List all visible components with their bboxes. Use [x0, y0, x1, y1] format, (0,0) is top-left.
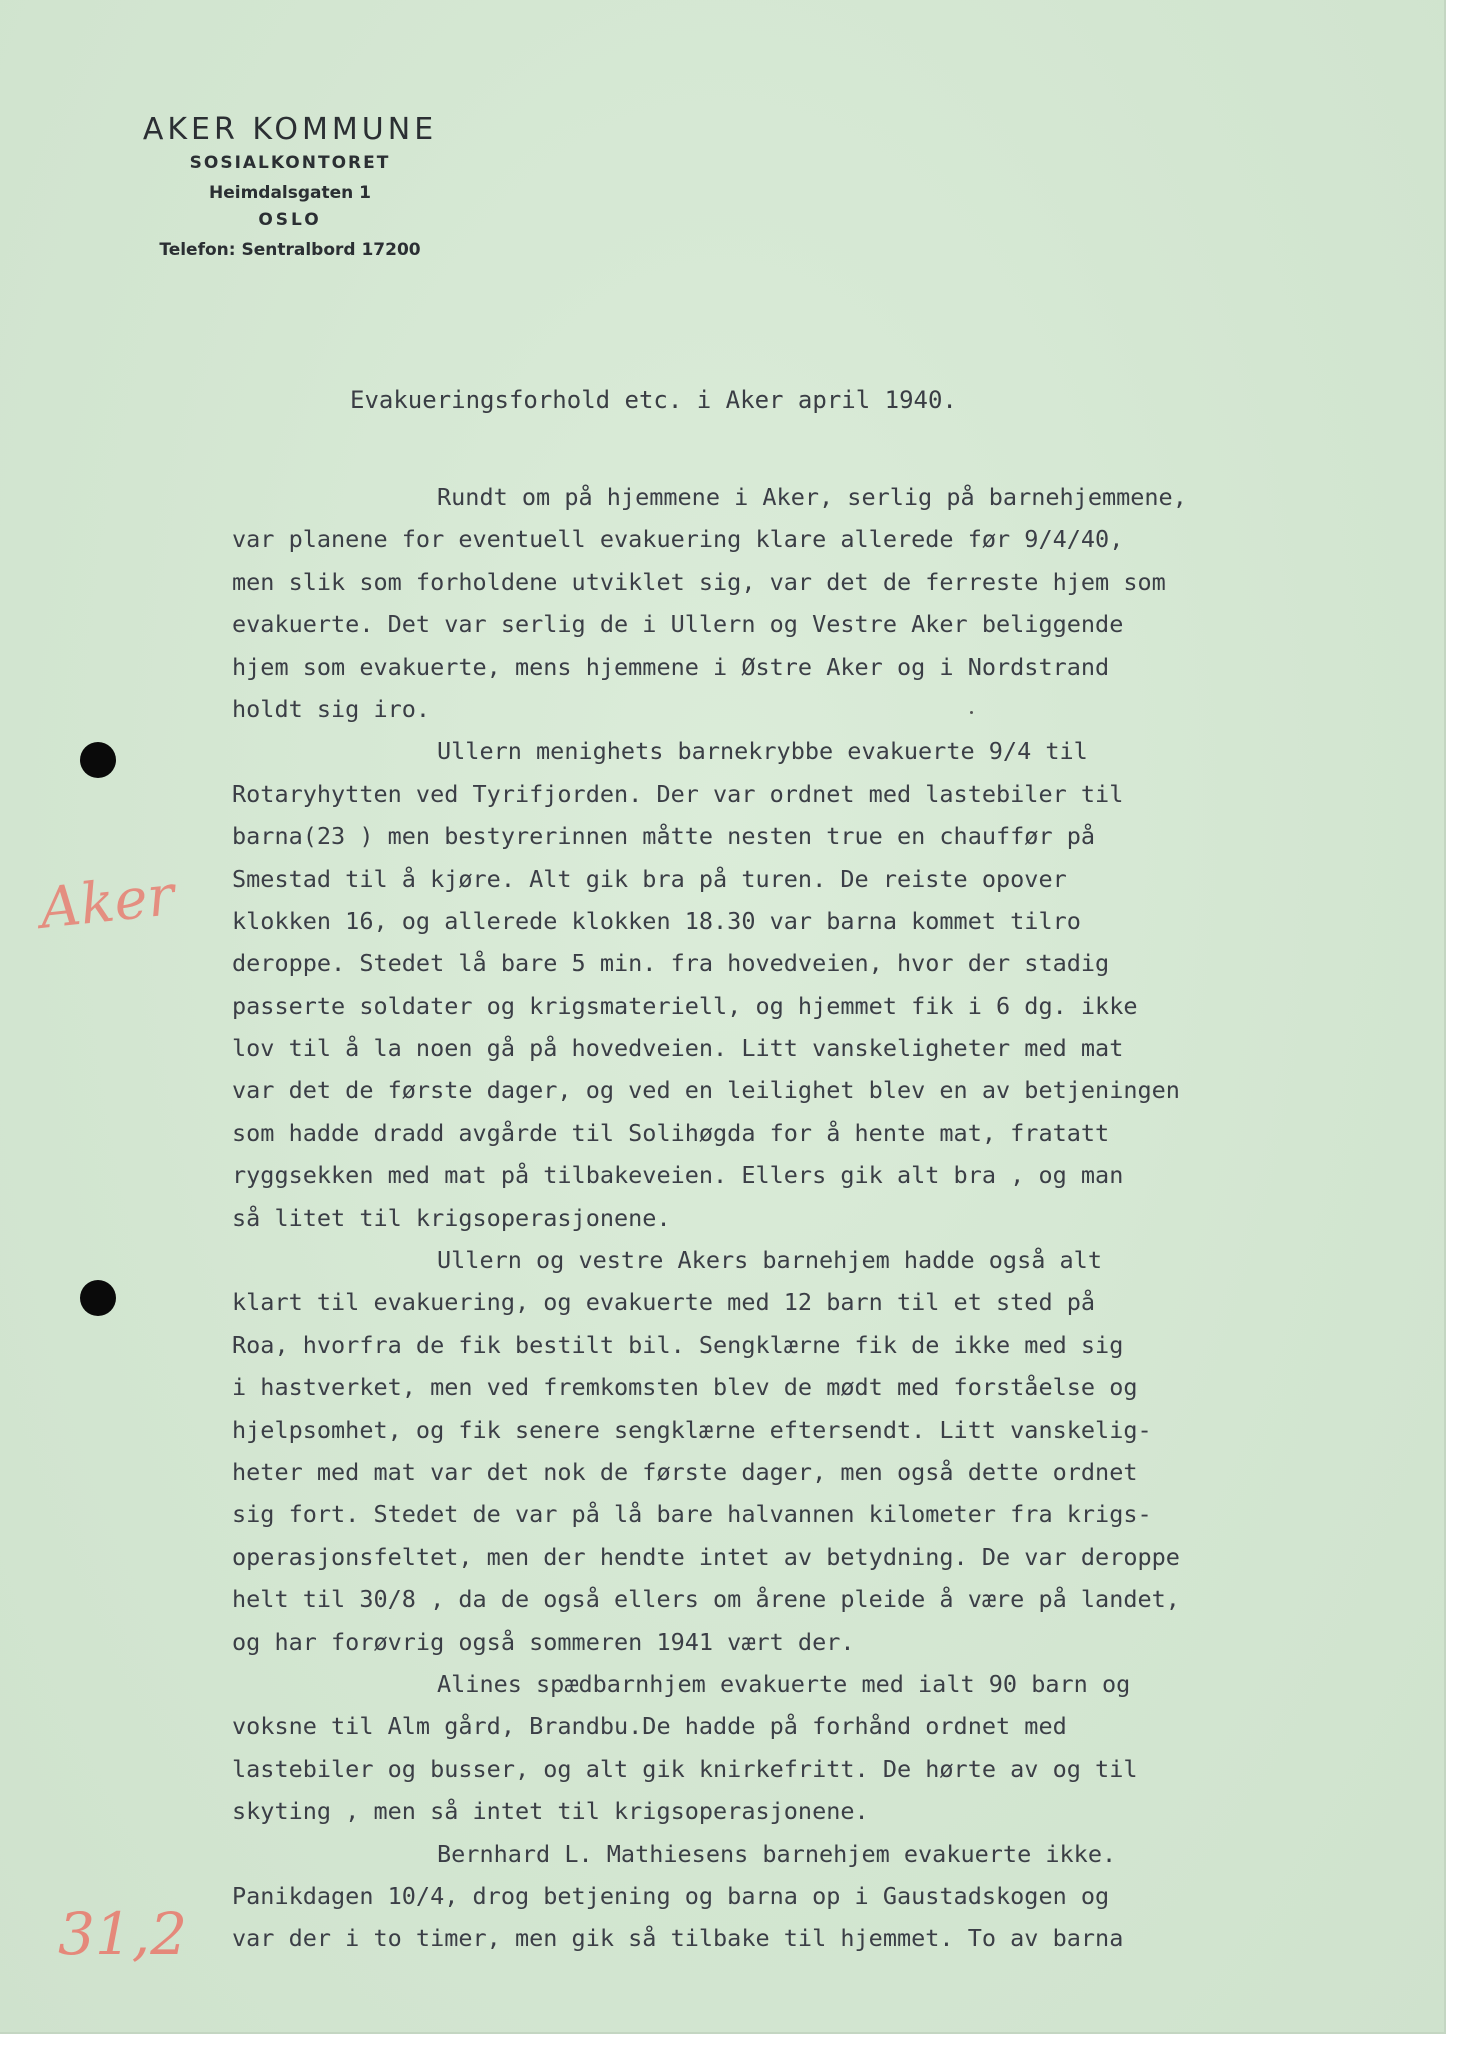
text-line: var planene for eventuell evakuering klare allerede før 9/4/40, [232, 525, 1124, 554]
text-line: operasjonsfeltet, men der hendte intet av betydning. De var deroppe [232, 1542, 1180, 1571]
letterhead-department: SOSIALKONTORET [189, 153, 391, 173]
text-line: holdt sig iro. [232, 694, 431, 723]
text-line: voksne til Alm gård, Brandbu.De hadde på forhånd ordnet med [232, 1712, 1067, 1741]
text-line: lov til å la noen gå på hovedveien. Litt vanskeligheter med mat [232, 1034, 1124, 1063]
text-line: i hastverket, men ved fremkomsten blev de mødt med forståelse og [232, 1373, 1138, 1402]
text-line: hjelpsomhet, og fik senere sengklærne eftersendt. Litt vanskelig- [232, 1415, 1152, 1444]
ink-speck [970, 711, 973, 714]
text-line: skyting , men så intet til krigsoperasjonene. [232, 1797, 869, 1826]
letterhead-phone: Telefon: Sentralbord 17200 [159, 240, 421, 260]
margin-annotation-word: Aker [36, 863, 178, 942]
letterhead-city: OSLO [258, 210, 322, 230]
text-line: Ullern menighets barnekrybbe evakuerte 9/4 til [437, 737, 1088, 766]
text-line: passerte soldater og krigsmateriell, og hjemmet fik i 6 dg. ikke [232, 991, 1138, 1020]
text-line: barna(23 ) men bestyrerinnen måtte nesten true en chauffør på [232, 822, 1096, 851]
document-body [232, 476, 1382, 1960]
text-line: lastebiler og busser, og alt gik knirkefritt. De hørte av og til [232, 1754, 1138, 1783]
text-line: som hadde dradd avgårde til Solihøgda for å hente mat, fratatt [232, 1118, 1110, 1147]
text-line: var der i to timer, men gik så tilbake til hjemmet. To av barna [232, 1924, 1124, 1953]
text-line: heter med mat var det nok de første dager, men også dette ordnet [232, 1457, 1138, 1486]
letterhead-organization: AKER KOMMUNE [142, 112, 438, 147]
margin-annotation-number: 31,2 [58, 1900, 188, 1968]
letterhead [100, 112, 480, 268]
text-line: deroppe. Stedet lå bare 5 min. fra hovedveien, hvor der stadig [232, 949, 1110, 978]
text-line: klart til evakuering, og evakuerte med 12 barn til et sted på [232, 1288, 1096, 1317]
punch-hole [80, 1280, 116, 1316]
text-line: Smestad til å kjøre. Alt gik bra på turen. De reiste opover [232, 864, 1067, 893]
text-line: Ullern og vestre Akers barnehjem hadde også alt [437, 1246, 1102, 1275]
letterhead-street: Heimdalsgaten 1 [208, 183, 372, 203]
text-line: Rundt om på hjemmene i Aker, serlig på barnehjemmene, [437, 483, 1187, 511]
text-line: Roa, hvorfra de fik bestilt bil. Sengklærne fik de ikke med sig [232, 1330, 1124, 1359]
text-line: var det de første dager, og ved en leilighet blev en av betjeningen [232, 1076, 1180, 1105]
text-line: men slik som forholdene utviklet sig, var det de ferreste hjem som [232, 567, 1166, 596]
text-line: så litet til krigsoperasjonene. [232, 1203, 671, 1232]
text-line: hjem som evakuerte, mens hjemmene i Østre Aker og i Nordstrand [232, 652, 1110, 681]
text-line: Alines spædbarnhjem evakuerte med ialt 90 barn og [437, 1669, 1131, 1698]
text-line: evakuerte. Det var serlig de i Ullern og Vestre Aker beliggende [232, 610, 1124, 639]
punch-hole [80, 742, 116, 778]
text-line: sig fort. Stedet de var på lå bare halvannen kilometer fra krigs- [232, 1500, 1152, 1529]
text-line: klokken 16, og allerede klokken 18.30 var barna kommet tilro [232, 906, 1081, 935]
text-line: ryggsekken med mat på tilbakeveien. Ellers gik alt bra , og man [232, 1161, 1124, 1190]
text-line: Panikdagen 10/4, drog betjening og barna op i Gaustadskogen og [232, 1881, 1110, 1910]
document-title: Evakueringsforhold etc. i Aker april 1940. [350, 386, 957, 414]
text-line: Bernhard L. Mathiesens barnehjem evakuerte ikke. [437, 1839, 1117, 1868]
text-line: og har forøvrig også sommeren 1941 vært der. [232, 1627, 855, 1656]
text-line: Rotaryhytten ved Tyrifjorden. Der var ordnet med lastebiler til [232, 779, 1124, 808]
text-line: helt til 30/8 , da de også ellers om årene pleide å være på landet, [232, 1585, 1180, 1614]
